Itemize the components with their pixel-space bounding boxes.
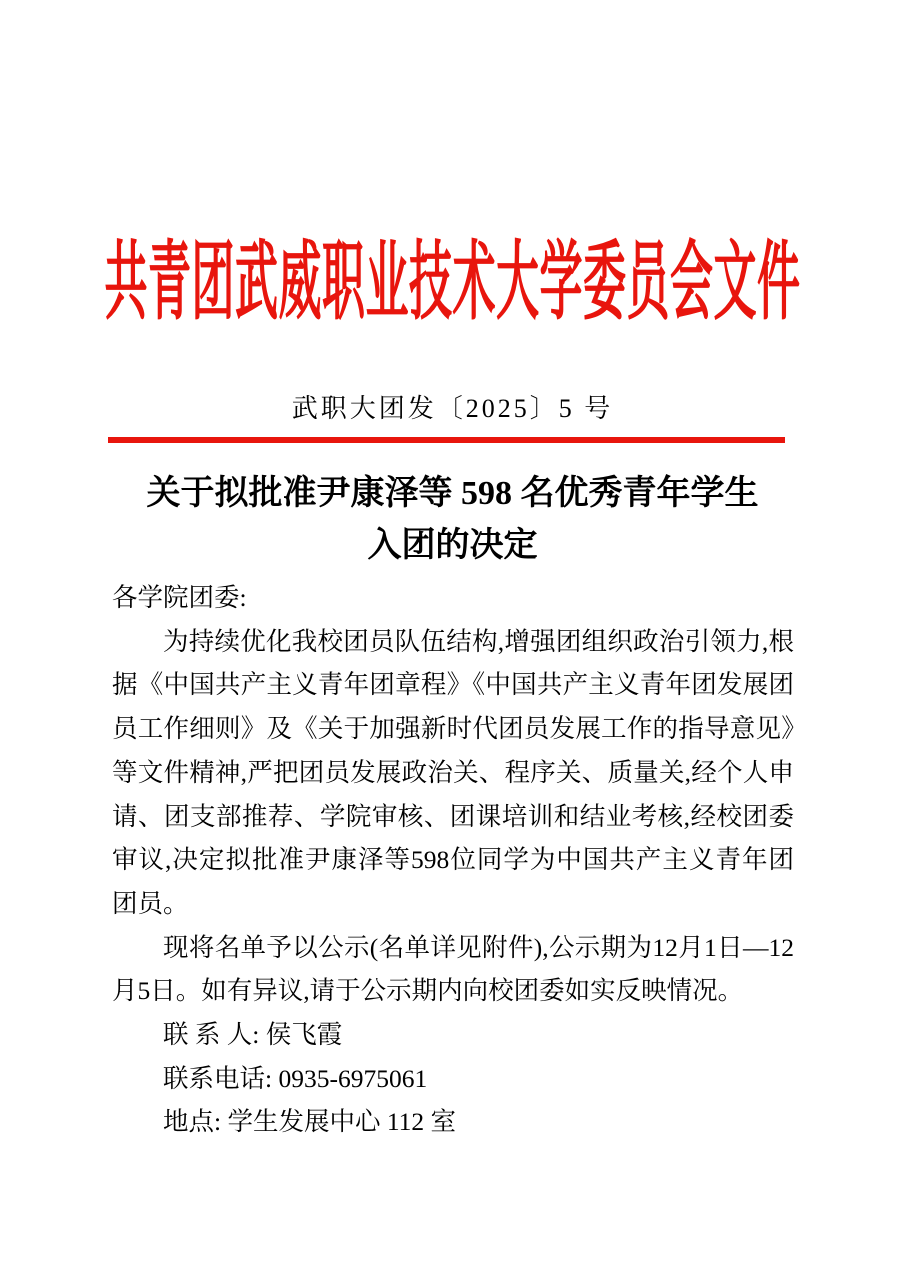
agency-header-text: 共青团武威职业技术大学委员会文件 [104, 237, 801, 331]
red-divider-line [108, 437, 785, 443]
body-paragraph-1: 为持续优化我校团员队伍结构,增强团组织政治引领力,根据《中国共产主义青年团章程》《中国共产主义青年团发展团员工作细则》及《关于加强新时代团员发展工作的指导意见》等文件精神,严把团员发展政治关、程序关、质量关,经个人申请、团支部推荐、学院审核、团课培训和结业考核,经校团委审议,决定拟批准尹康泽等598位同学为中国共产主义青年团团员。 [112, 626, 794, 918]
document-title-line2: 入团的决定 [367, 527, 538, 564]
salutation: 各学院团委: [112, 583, 247, 612]
body-paragraph-2: 现将名单予以公示(名单详见附件),公示期为12月1日—12月5日。如有异议,请于公示期内向校团委如实反映情况。 [112, 932, 794, 1006]
document-number: 武职大团发〔2025〕5 号 [291, 394, 614, 423]
agency-header [0, 237, 905, 331]
contact-person-line: 联 系 人: 侯飞霞 [163, 1020, 343, 1050]
document-title [0, 468, 905, 572]
document-body [112, 576, 794, 1144]
contact-location-line: 地点: 学生发展中心 112 室 [163, 1107, 457, 1137]
document-title-line1: 关于拟批准尹康泽等 598 名优秀青年学生 [146, 475, 759, 512]
contact-phone-line: 联系电话: 0935-6975061 [163, 1063, 428, 1093]
